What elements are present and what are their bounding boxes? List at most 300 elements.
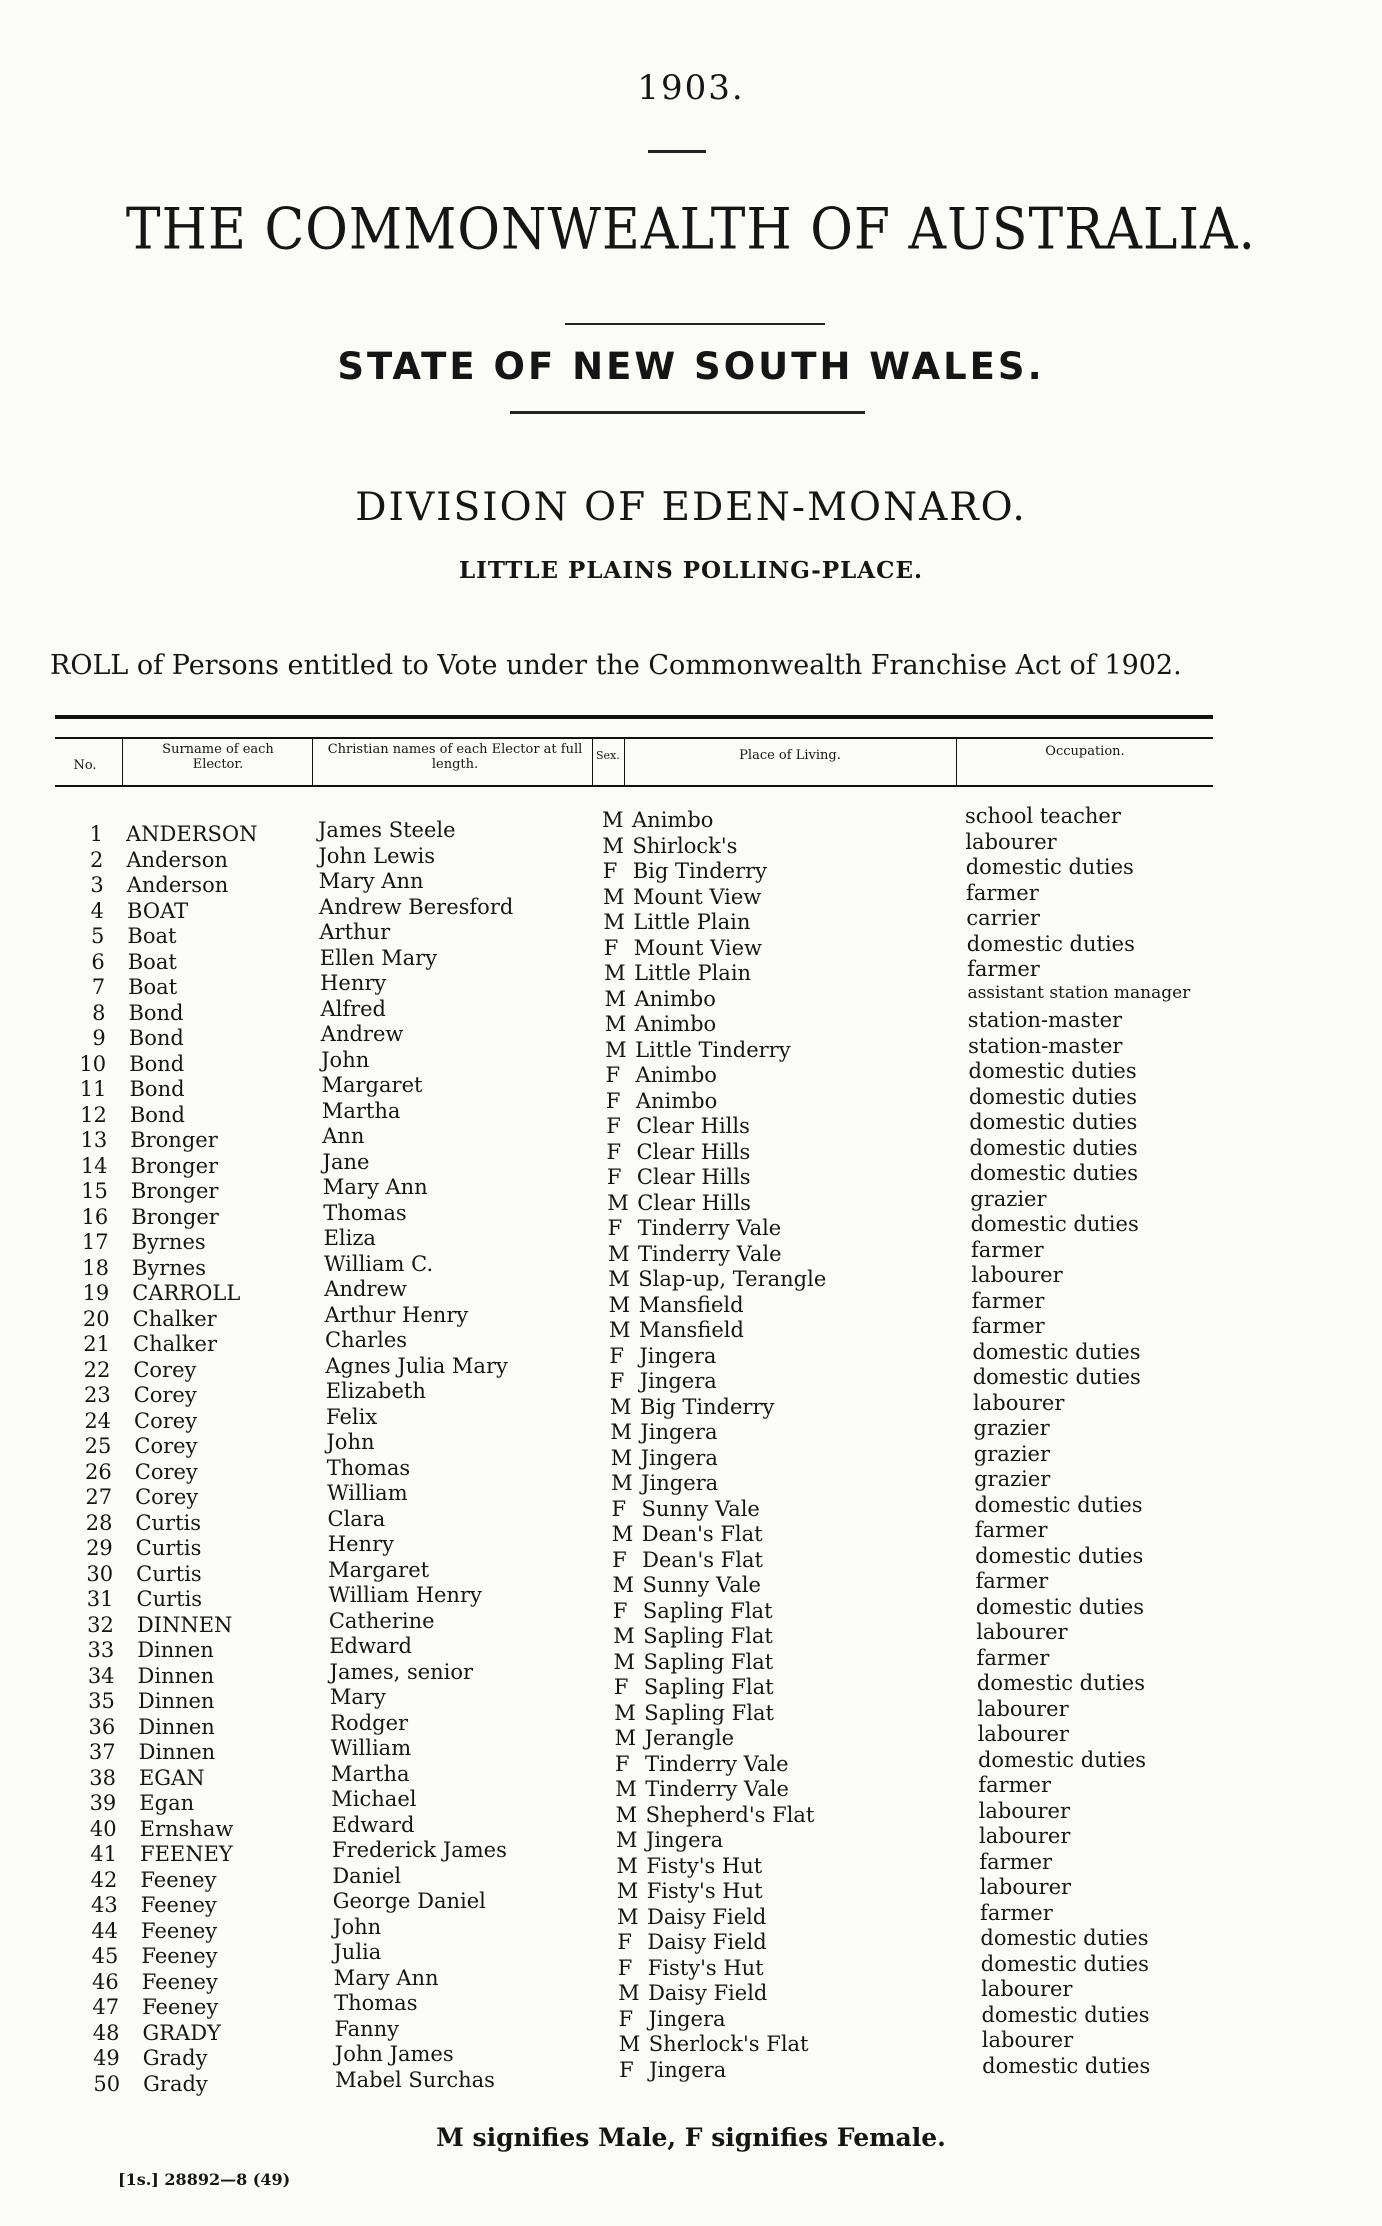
elector-christian-names: Mary Ann	[333, 1965, 439, 1990]
elector-surname: Bronger	[131, 1204, 219, 1229]
elector-number: 25	[84, 1434, 112, 1458]
elector-occupation: grazier	[970, 1186, 1047, 1211]
elector-sex: M	[616, 1853, 638, 1878]
roll-heading: ROLL of Persons entitled to Vote under the Commonwealth Franchise Act of 1902.	[50, 650, 1182, 681]
elector-sex: M	[605, 1037, 627, 1062]
elector-surname: Byrnes	[131, 1230, 206, 1254]
elector-surname: Curtis	[135, 1536, 202, 1560]
elector-surname: Bond	[129, 1077, 185, 1101]
elector-occupation: domestic duties	[969, 1161, 1139, 1185]
elector-occupation: labourer	[978, 1798, 1070, 1823]
elector-number: 26	[85, 1459, 112, 1484]
sex-legend-note: M signifies Male, F signifies Female.	[436, 2123, 946, 2152]
elector-surname: Dinnen	[138, 1714, 215, 1739]
elector-occupation: farmer	[972, 1314, 1045, 1338]
elector-place-of-living: Clear Hills	[636, 1165, 751, 1189]
elector-number: 30	[86, 1561, 114, 1586]
elector-place-of-living: Animbo	[635, 1063, 717, 1087]
elector-surname: Grady	[143, 2071, 208, 2096]
elector-christian-names: John Lewis	[318, 843, 435, 868]
elector-surname: GRADY	[142, 2020, 221, 2045]
elector-occupation: domestic duties	[976, 1671, 1146, 1695]
elector-place-of-living: Clear Hills	[636, 1114, 750, 1138]
elector-number: 1	[89, 822, 103, 846]
elector-sex: F	[611, 1496, 627, 1521]
elector-christian-names: Henry	[320, 971, 387, 995]
elector-surname: Bond	[129, 1102, 185, 1127]
elector-christian-names: Edward	[331, 1812, 415, 1837]
elector-surname: Curtis	[136, 1587, 203, 1611]
elector-number: 8	[92, 1000, 106, 1025]
elector-number: 46	[92, 1969, 119, 1994]
elector-christian-names: Thomas	[334, 1991, 418, 2015]
elector-christian-names: Julia	[333, 1940, 382, 1964]
elector-sex: F	[602, 859, 618, 883]
elector-surname: Boat	[127, 924, 177, 948]
elector-sex: F	[614, 1751, 630, 1776]
table-header-rule	[55, 737, 1213, 739]
elector-occupation: domestic duties	[966, 931, 1135, 956]
column-divider	[122, 739, 123, 785]
elector-sex: M	[613, 1624, 635, 1648]
elector-sex: M	[611, 1471, 633, 1495]
elector-place-of-living: Sunny Vale	[641, 1496, 760, 1521]
elector-number: 43	[90, 1893, 118, 1917]
elector-occupation: carrier	[966, 906, 1040, 930]
elector-number: 49	[93, 2046, 120, 2070]
elector-place-of-living: Animbo	[634, 1012, 717, 1036]
elector-place-of-living: Jingera	[648, 2006, 726, 2031]
elector-christian-names: William Henry	[328, 1583, 482, 1607]
elector-sex: M	[614, 1726, 637, 1750]
elector-number: 32	[87, 1612, 114, 1637]
elector-number: 6	[91, 949, 105, 974]
elector-christian-names: Mary Ann	[318, 869, 424, 893]
elector-christian-names: Martha	[330, 1761, 410, 1786]
elector-christian-names: Eliza	[323, 1226, 376, 1250]
elector-surname: Bronger	[130, 1128, 218, 1152]
elector-surname: Dinnen	[137, 1663, 215, 1688]
elector-sex: M	[604, 1012, 627, 1036]
elector-place-of-living: Sherlock's Flat	[648, 2032, 809, 2056]
column-header-sex: Sex.	[596, 749, 620, 762]
elector-number: 3	[90, 873, 104, 897]
elector-number: 44	[91, 1918, 119, 1943]
elector-surname: Dinnen	[138, 1740, 216, 1764]
elector-surname: Anderson	[126, 873, 229, 897]
elector-sex: M	[612, 1573, 635, 1597]
elector-surname: Feeney	[141, 1969, 218, 1994]
elector-occupation: domestic duties	[972, 1339, 1141, 1364]
elector-occupation: labourer	[979, 1875, 1072, 1899]
elector-surname: Boat	[128, 975, 178, 999]
elector-sex: M	[617, 1904, 639, 1929]
elector-number: 2	[89, 847, 104, 872]
elector-occupation: school teacher	[965, 804, 1121, 828]
elector-sex: M	[611, 1522, 634, 1546]
elector-christian-names: Elizabeth	[325, 1379, 426, 1403]
elector-number: 28	[85, 1510, 113, 1535]
elector-occupation: assistant station manager	[967, 982, 1191, 1003]
elector-number: 11	[79, 1077, 107, 1101]
elector-place-of-living: Shepherd's Flat	[645, 1802, 815, 1827]
elector-christian-names: Charles	[325, 1328, 408, 1352]
elector-christian-names: Catherine	[328, 1608, 435, 1633]
elector-sex: M	[616, 1828, 638, 1852]
elector-occupation: domestic duties	[977, 1747, 1147, 1772]
elector-christian-names: William C.	[323, 1251, 434, 1276]
elector-number: 29	[86, 1536, 113, 1560]
column-divider	[624, 739, 625, 785]
elector-christian-names: John	[333, 1914, 382, 1939]
elector-occupation: farmer	[971, 1288, 1045, 1313]
elector-surname: DINNEN	[136, 1612, 233, 1637]
elector-surname: Chalker	[133, 1332, 218, 1356]
elector-sex: F	[603, 935, 619, 960]
elector-occupation: domestic duties	[974, 1492, 1143, 1517]
elector-sex: M	[615, 1802, 638, 1827]
elector-christian-names: Rodger	[330, 1710, 409, 1735]
elector-christian-names: James, senior	[329, 1659, 474, 1684]
elector-number: 35	[88, 1689, 115, 1713]
elector-occupation: grazier	[973, 1416, 1050, 1440]
elector-christian-names: Thomas	[323, 1200, 407, 1225]
column-header-surname: Surname of each Elector.	[162, 742, 274, 772]
elector-christian-names: Felix	[326, 1404, 378, 1429]
elector-place-of-living: Sapling Flat	[643, 1675, 774, 1699]
elector-surname: EGAN	[138, 1765, 205, 1790]
elector-number: 16	[81, 1204, 109, 1229]
elector-surname: Feeney	[141, 1944, 218, 1968]
elector-occupation: domestic duties	[968, 1059, 1137, 1083]
elector-sex: M	[602, 808, 624, 832]
elector-sex: M	[618, 1981, 640, 2005]
elector-occupation: grazier	[974, 1467, 1051, 1491]
elector-sex: F	[619, 2057, 634, 2082]
elector-place-of-living: Daisy Field	[648, 1981, 768, 2005]
elector-place-of-living: Shirlock's	[632, 833, 738, 858]
elector-christian-names: Andrew	[324, 1277, 407, 1301]
elector-number: 39	[89, 1791, 117, 1815]
elector-christian-names: Andrew Beresford	[319, 894, 514, 919]
elector-christian-names: Ann	[322, 1124, 365, 1148]
elector-place-of-living: Big Tinderry	[632, 859, 768, 883]
elector-surname: Curtis	[136, 1561, 202, 1586]
elector-surname: Bronger	[130, 1153, 219, 1178]
elector-surname: ANDERSON	[126, 822, 258, 846]
elector-surname: Corey	[133, 1357, 197, 1382]
elector-occupation: grazier	[973, 1441, 1050, 1466]
elector-occupation: domestic duties	[970, 1212, 1139, 1236]
elector-sex: F	[605, 1088, 621, 1113]
elector-sex: M	[604, 961, 626, 985]
elector-surname: Corey	[133, 1383, 197, 1407]
elector-place-of-living: Little Plain	[634, 961, 752, 985]
elector-surname: Byrnes	[131, 1255, 207, 1280]
table-top-rule	[55, 715, 1213, 719]
elector-place-of-living: Little Tinderry	[635, 1037, 791, 1062]
elector-occupation: domestic duties	[982, 2053, 1151, 2078]
elector-place-of-living: Jingera	[639, 1343, 717, 1368]
elector-number: 14	[80, 1153, 108, 1178]
elector-surname: Feeney	[140, 1867, 217, 1892]
state-heading: STATE OF NEW SOUTH WALES.	[337, 345, 1045, 388]
elector-occupation: domestic duties	[969, 1110, 1138, 1134]
column-divider	[592, 739, 593, 785]
elector-place-of-living: Tinderry Vale	[637, 1241, 782, 1266]
column-header-place: Place of Living.	[739, 748, 841, 763]
elector-number: 21	[83, 1332, 110, 1356]
elector-occupation: domestic duties	[969, 1135, 1138, 1160]
elector-place-of-living: Jingera	[640, 1445, 718, 1470]
elector-surname: Bond	[129, 1051, 185, 1076]
elector-sex: M	[607, 1241, 630, 1266]
elector-number: 9	[92, 1026, 106, 1050]
elector-sex: M	[610, 1445, 633, 1470]
elector-occupation: farmer	[967, 957, 1040, 981]
elector-occupation: farmer	[979, 1849, 1053, 1874]
elector-christian-names: Clara	[327, 1506, 386, 1531]
elector-number: 4	[90, 898, 105, 923]
elector-place-of-living: Sunny Vale	[642, 1573, 761, 1597]
polling-place-heading: LITTLE PLAINS POLLING-PLACE.	[459, 557, 923, 584]
elector-sex: M	[609, 1318, 631, 1342]
elector-place-of-living: Mansfield	[639, 1318, 744, 1342]
elector-place-of-living: Jingera	[649, 2057, 727, 2082]
elector-number: 37	[88, 1740, 116, 1764]
elector-place-of-living: Dean's Flat	[642, 1547, 763, 1572]
elector-surname: Feeney	[140, 1893, 217, 1917]
elector-christian-names: Margaret	[328, 1557, 430, 1582]
elector-occupation: farmer	[974, 1518, 1048, 1542]
elector-sex: M	[608, 1267, 630, 1291]
column-header-christian: Christian names of each Elector at full length.	[327, 742, 583, 772]
elector-place-of-living: Jingera	[640, 1420, 718, 1444]
elector-surname: Egan	[139, 1791, 195, 1815]
elector-occupation: domestic duties	[972, 1365, 1141, 1389]
elector-place-of-living: Tinderry Vale	[644, 1751, 789, 1776]
elector-place-of-living: Sapling Flat	[644, 1700, 774, 1725]
elector-number: 42	[90, 1867, 118, 1892]
elector-occupation: labourer	[981, 1977, 1073, 2001]
elector-surname: Curtis	[135, 1510, 202, 1535]
elector-occupation: labourer	[977, 1722, 1069, 1746]
divider-rule	[648, 150, 706, 153]
elector-christian-names: Mary Ann	[322, 1175, 428, 1199]
year-heading: 1903.	[637, 68, 745, 108]
elector-occupation: domestic duties	[975, 1594, 1144, 1619]
elector-christian-names: William	[330, 1736, 412, 1760]
elector-place-of-living: Dean's Flat	[641, 1522, 763, 1546]
elector-place-of-living: Animbo	[634, 986, 716, 1011]
elector-surname: Grady	[142, 2046, 208, 2070]
elector-number: 7	[91, 975, 106, 999]
elector-place-of-living: Clear Hills	[637, 1190, 751, 1215]
elector-place-of-living: Clear Hills	[636, 1139, 751, 1164]
elector-place-of-living: Mansfield	[638, 1292, 744, 1317]
elector-occupation: station-master	[967, 1008, 1123, 1032]
elector-number: 24	[84, 1408, 112, 1433]
elector-occupation: farmer	[966, 880, 1039, 905]
elector-number: 19	[82, 1281, 110, 1305]
elector-christian-names: Jane	[322, 1149, 370, 1174]
elector-occupation: labourer	[976, 1620, 1068, 1644]
elector-christian-names: Mabel Surchas	[335, 2067, 495, 2092]
elector-surname: FEENEY	[140, 1842, 233, 1866]
elector-surname: Dinnen	[137, 1638, 214, 1662]
elector-occupation: farmer	[978, 1773, 1052, 1797]
elector-surname: Bronger	[130, 1179, 219, 1203]
elector-number: 17	[81, 1230, 109, 1254]
elector-place-of-living: Fisty's Hut	[646, 1879, 763, 1903]
elector-occupation: labourer	[977, 1696, 1069, 1721]
elector-occupation: farmer	[975, 1569, 1049, 1593]
elector-occupation: farmer	[976, 1645, 1050, 1670]
elector-occupation: farmer	[970, 1237, 1044, 1262]
elector-sex: F	[609, 1369, 625, 1393]
elector-number: 15	[81, 1179, 108, 1203]
elector-place-of-living: Animbo	[632, 808, 714, 832]
elector-number: 33	[87, 1638, 115, 1662]
elector-number: 22	[83, 1357, 111, 1382]
elector-number: 18	[82, 1255, 109, 1280]
page-title: THE COMMONWEALTH OF AUSTRALIA.	[125, 197, 1257, 263]
elector-place-of-living: Jingera	[641, 1471, 719, 1495]
elector-sex: F	[612, 1547, 627, 1572]
column-divider	[956, 739, 957, 785]
elector-number: 20	[82, 1306, 110, 1331]
elector-occupation: domestic duties	[975, 1543, 1144, 1568]
elector-surname: Anderson	[126, 847, 228, 872]
elector-number: 38	[89, 1765, 116, 1790]
elector-christian-names: Daniel	[332, 1863, 402, 1888]
division-heading: DIVISION OF EDEN-MONARO.	[355, 485, 1027, 530]
elector-christian-names: John	[326, 1430, 375, 1454]
elector-place-of-living: Animbo	[635, 1088, 718, 1113]
elector-place-of-living: Jingera	[639, 1369, 717, 1393]
elector-christian-names: Mary	[329, 1685, 386, 1709]
elector-number: 5	[91, 924, 105, 948]
elector-christian-names: Arthur Henry	[324, 1302, 469, 1327]
elector-christian-names: Margaret	[321, 1073, 423, 1097]
elector-place-of-living: Daisy Field	[647, 1904, 767, 1929]
elector-christian-names: Andrew	[320, 1022, 404, 1046]
elector-occupation: labourer	[979, 1824, 1071, 1848]
elector-place-of-living: Tinderry Vale	[645, 1777, 789, 1801]
column-divider	[312, 739, 313, 785]
elector-number: 12	[80, 1102, 107, 1127]
elector-sex: F	[609, 1343, 624, 1368]
elector-surname: Chalker	[132, 1306, 217, 1331]
elector-place-of-living: Mount View	[633, 935, 762, 960]
elector-christian-names: George Daniel	[332, 1889, 486, 1913]
divider-rule	[510, 411, 865, 414]
elector-sex: M	[603, 884, 625, 909]
elector-sex: M	[616, 1879, 639, 1903]
elector-sex: F	[606, 1114, 621, 1138]
elector-surname: Boat	[127, 949, 177, 974]
elector-place-of-living: Daisy Field	[647, 1930, 767, 1954]
elector-occupation: domestic duties	[980, 1951, 1149, 1976]
elector-christian-names: Frederick James	[332, 1838, 507, 1862]
elector-christian-names: Alfred	[320, 996, 387, 1021]
elector-surname: Feeney	[142, 1995, 219, 2019]
elector-number: 31	[86, 1587, 114, 1611]
elector-number: 36	[88, 1714, 116, 1739]
elector-number: 10	[79, 1051, 107, 1076]
elector-sex: F	[613, 1675, 629, 1699]
elector-sex: F	[612, 1598, 628, 1623]
elector-number: 47	[92, 1995, 120, 2019]
elector-place-of-living: Big Tinderry	[640, 1394, 775, 1419]
elector-surname: Bond	[128, 1026, 184, 1050]
elector-surname: Ernshaw	[139, 1816, 234, 1841]
elector-sex: F	[606, 1139, 622, 1164]
elector-occupation: farmer	[980, 1900, 1053, 1925]
table-header-rule	[55, 785, 1213, 787]
elector-occupation: domestic duties	[965, 855, 1134, 879]
elector-sex: M	[614, 1700, 636, 1725]
elector-sex: M	[610, 1394, 632, 1419]
elector-place-of-living: Tinderry Vale	[637, 1216, 782, 1240]
elector-sex: M	[604, 986, 626, 1011]
elector-number: 27	[85, 1485, 113, 1509]
elector-sex: M	[613, 1649, 636, 1674]
elector-occupation: labourer	[973, 1390, 1065, 1415]
elector-christian-names: Ellen Mary	[319, 945, 438, 970]
elector-christian-names: Fanny	[334, 2016, 400, 2041]
column-header-no: No.	[73, 758, 97, 773]
elector-sex: F	[617, 1930, 632, 1954]
elector-christian-names: John	[321, 1047, 370, 1072]
elector-surname: Corey	[134, 1434, 198, 1458]
elector-surname: Corey	[134, 1408, 198, 1433]
elector-number: 34	[87, 1663, 115, 1688]
elector-number: 50	[93, 2071, 121, 2096]
printer-code: [1s.] 28892—8 (49)	[118, 2170, 291, 2189]
elector-sex: F	[606, 1165, 622, 1189]
elector-occupation: labourer	[971, 1263, 1063, 1287]
elector-christian-names: Michael	[331, 1787, 417, 1811]
elector-place-of-living: Jingera	[646, 1828, 724, 1852]
elector-number: 23	[83, 1383, 111, 1407]
elector-place-of-living: Jerangle	[644, 1726, 735, 1750]
elector-christian-names: Arthur	[319, 920, 391, 944]
elector-occupation: domestic duties	[981, 2002, 1150, 2027]
elector-occupation: labourer	[965, 829, 1057, 854]
elector-sex: M	[615, 1777, 637, 1801]
elector-sex: M	[610, 1420, 632, 1444]
elector-christian-names: Henry	[327, 1532, 394, 1556]
elector-surname: Dinnen	[137, 1689, 215, 1713]
elector-surname: CARROLL	[132, 1281, 241, 1305]
elector-sex: F	[607, 1216, 623, 1240]
elector-place-of-living: Mount View	[633, 884, 762, 909]
elector-occupation: domestic duties	[980, 1926, 1149, 1950]
elector-surname: BOAT	[127, 898, 189, 923]
elector-sex: F	[617, 1955, 633, 1980]
elector-place-of-living: Fisty's Hut	[647, 1955, 764, 1980]
column-header-occupation: Occupation.	[1045, 744, 1125, 759]
elector-occupation: station-master	[968, 1033, 1123, 1058]
elector-place-of-living: Little Plain	[633, 910, 751, 934]
elector-christian-names: John James	[334, 2042, 454, 2066]
elector-christian-names: Thomas	[326, 1455, 411, 1480]
elector-sex: F	[618, 2006, 634, 2031]
elector-number: 45	[91, 1944, 119, 1968]
elector-sex: M	[602, 833, 624, 858]
elector-place-of-living: Sapling Flat	[642, 1598, 773, 1623]
